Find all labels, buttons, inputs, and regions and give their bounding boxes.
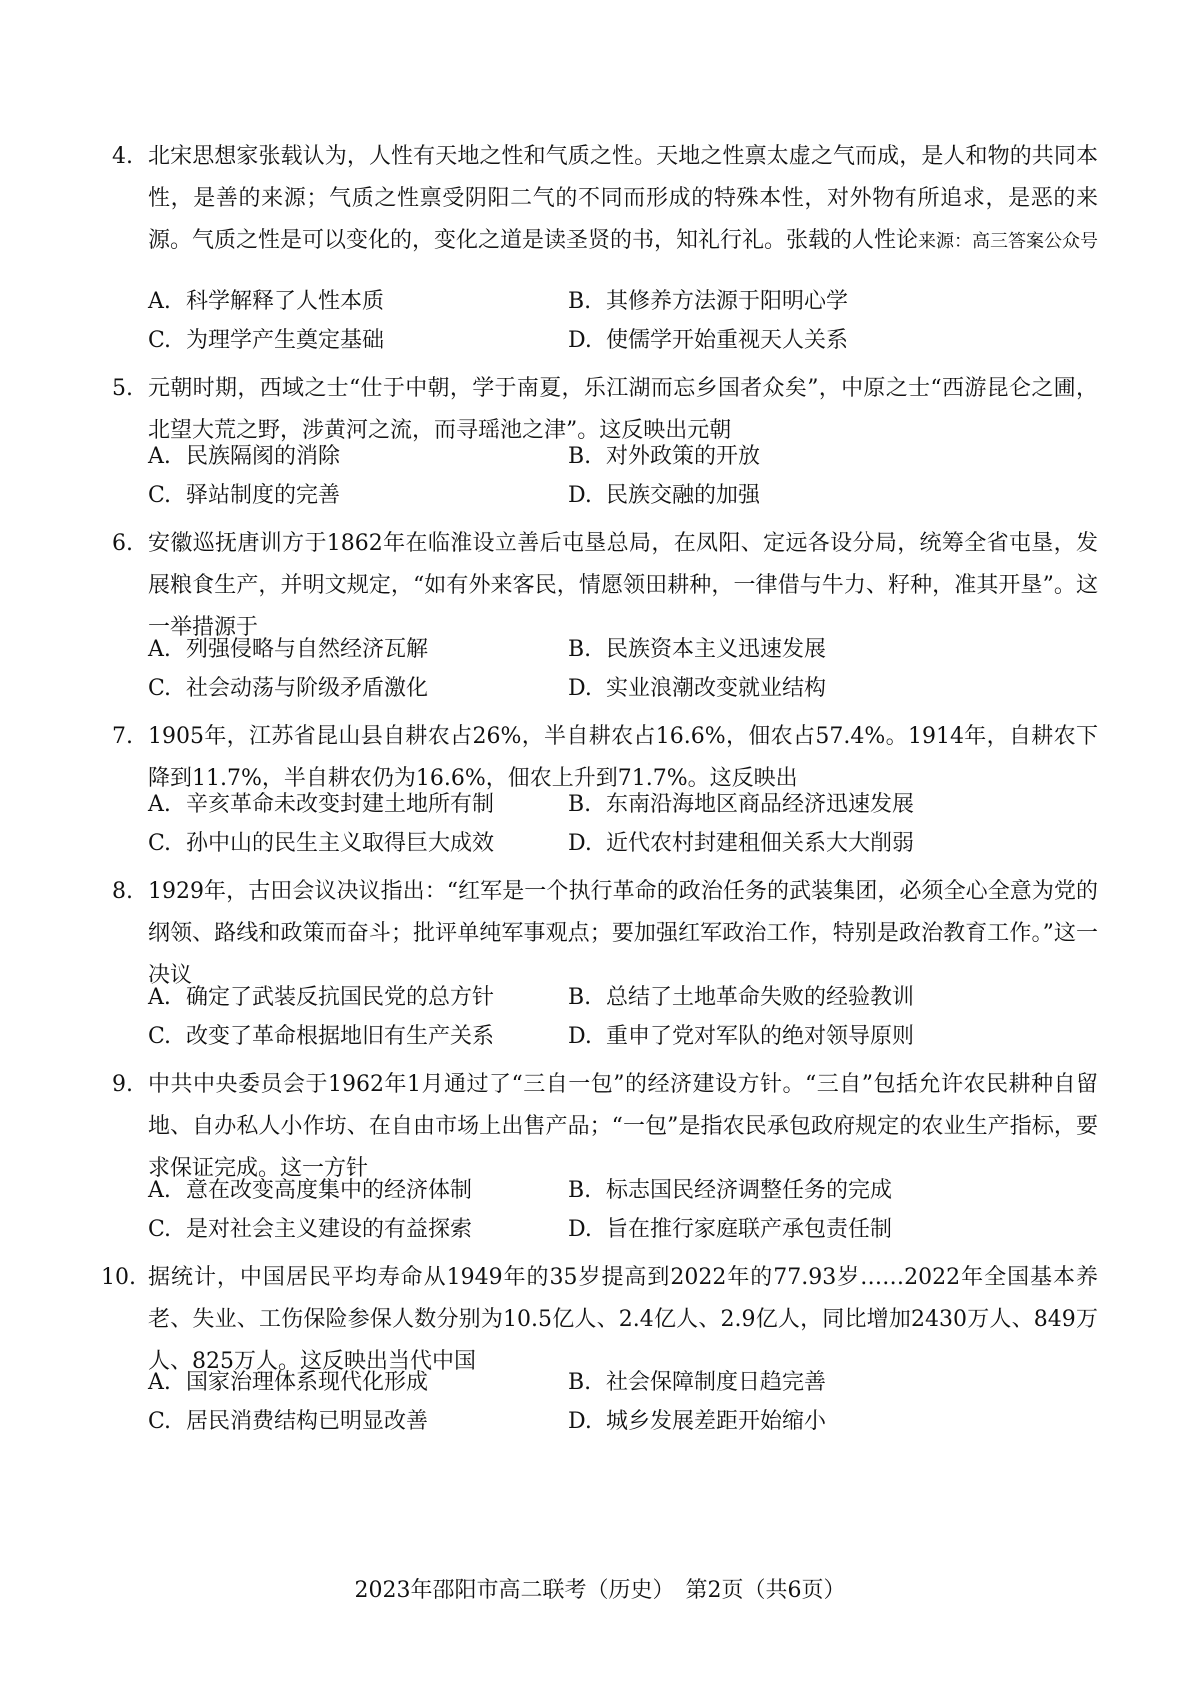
option-b: B. 民族资本主义迅速发展: [568, 637, 827, 662]
page-footer: 2023年邵阳市高二联考（历史） 第2页（共6页）: [354, 1578, 846, 1603]
option-b: B. 社会保障制度日趋完善: [568, 1370, 827, 1395]
question-text: 北宋思想家张载认为，人性有天地之性和气质之性。天地之性禀太虚之气而成，是人和物的共同本性，是善的来源；气质之性禀受阴阳二气的不同而形成的特殊本性，对外物有所追求，是恶的来源。气质之性是可以变化的，变化之道是读圣贤的书，知礼行礼。张载的人性论: [148, 144, 1098, 253]
option-c: C. 社会动荡与阶级矛盾激化: [148, 676, 429, 701]
option-c: C. 为理学产生奠定基础: [148, 328, 385, 353]
option-a: A. 意在改变高度集中的经济体制: [148, 1178, 473, 1203]
source-note: 来源：高三答案公众号: [918, 231, 1099, 252]
question-number: 10.: [101, 1265, 136, 1290]
option-a: A. 辛亥革命未改变封建土地所有制: [148, 792, 495, 817]
option-c: C. 改变了革命根据地旧有生产关系: [148, 1024, 495, 1049]
option-b: B. 标志国民经济调整任务的完成: [568, 1178, 893, 1203]
option-d: D. 城乡发展差距开始缩小: [568, 1409, 827, 1434]
option-b: B. 东南沿海地区商品经济迅速发展: [568, 792, 915, 817]
option-d: D. 使儒学开始重视天人关系: [568, 328, 849, 353]
option-a: A. 民族隔阂的消除: [148, 444, 341, 469]
question-number: 4.: [112, 144, 133, 169]
option-d: D. 实业浪潮改变就业结构: [568, 676, 827, 701]
question-number: 5.: [112, 376, 133, 401]
option-a: A. 国家治理体系现代化形成: [148, 1370, 429, 1395]
option-c: C. 居民消费结构已明显改善: [148, 1409, 429, 1434]
question-stem: 1905年，江苏省昆山县自耕农占26%，半自耕农占16.6%，佃农占57.4%。1914年，自耕农下降到11.7%，半自耕农仍为16.6%，佃农上升到71.7%。这反映出: [148, 724, 1098, 791]
question-number: 8.: [112, 879, 133, 904]
option-b: B. 其修养方法源于阳明心学: [568, 289, 849, 314]
question-number: 7.: [112, 724, 133, 749]
option-c: C. 驿站制度的完善: [148, 483, 341, 508]
question-stem: 据统计，中国居民平均寿命从1949年的35岁提高到2022年的77.93岁……2022年全国基本养老、失业、工伤保险参保人数分别为10.5亿人、2.4亿人、2.9亿人，同比增加2430万人、849万人、825万人。这反映出当代中国: [148, 1265, 1098, 1374]
option-d: D. 民族交融的加强: [568, 483, 761, 508]
option-b: B. 对外政策的开放: [568, 444, 761, 469]
option-d: D. 近代农村封建租佃关系大大削弱: [568, 831, 915, 856]
question-number: 9.: [112, 1072, 133, 1097]
question-stem: 中共中央委员会于1962年1月通过了“三自一包”的经济建设方针。“三自”包括允许农民耕种自留地、自办私人小作坊、在自由市场上出售产品；“一包”是指农民承包政府规定的农业生产指标，要求保证完成。这一方针: [148, 1072, 1098, 1181]
option-a: A. 列强侵略与自然经济瓦解: [148, 637, 429, 662]
option-a: A. 科学解释了人性本质: [148, 289, 385, 314]
option-c: C. 孙中山的民生主义取得巨大成效: [148, 831, 495, 856]
question-stem: 1929年，古田会议决议指出：“红军是一个执行革命的政治任务的武装集团，必须全心全意为党的纲领、路线和政策而奋斗；批评单纯军事观点；要加强红军政治工作，特别是政治教育工作。”这一决议: [148, 879, 1098, 988]
option-d: D. 重申了党对军队的绝对领导原则: [568, 1024, 915, 1049]
question-stem: [148, 136, 1098, 263]
question-stem: 安徽巡抚唐训方于1862年在临淮设立善后屯垦总局，在凤阳、定远各设分局，统筹全省屯垦，发展粮食生产，并明文规定，“如有外来客民，情愿领田耕种，一律借与牛力、籽种，准其开垦”。这一举措源于: [148, 531, 1098, 640]
option-c: C. 是对社会主义建设的有益探索: [148, 1217, 473, 1242]
question-number: 6.: [112, 531, 133, 556]
question-stem: 元朝时期，西域之士“仕于中朝，学于南夏，乐江湖而忘乡国者众矣”，中原之士“西游昆仑之圃，北望大荒之野，涉黄河之流，而寻瑶池之津”。这反映出元朝: [148, 376, 1098, 443]
option-b: B. 总结了土地革命失败的经验教训: [568, 985, 915, 1010]
option-d: D. 旨在推行家庭联产承包责任制: [568, 1217, 893, 1242]
option-a: A. 确定了武装反抗国民党的总方针: [148, 985, 495, 1010]
